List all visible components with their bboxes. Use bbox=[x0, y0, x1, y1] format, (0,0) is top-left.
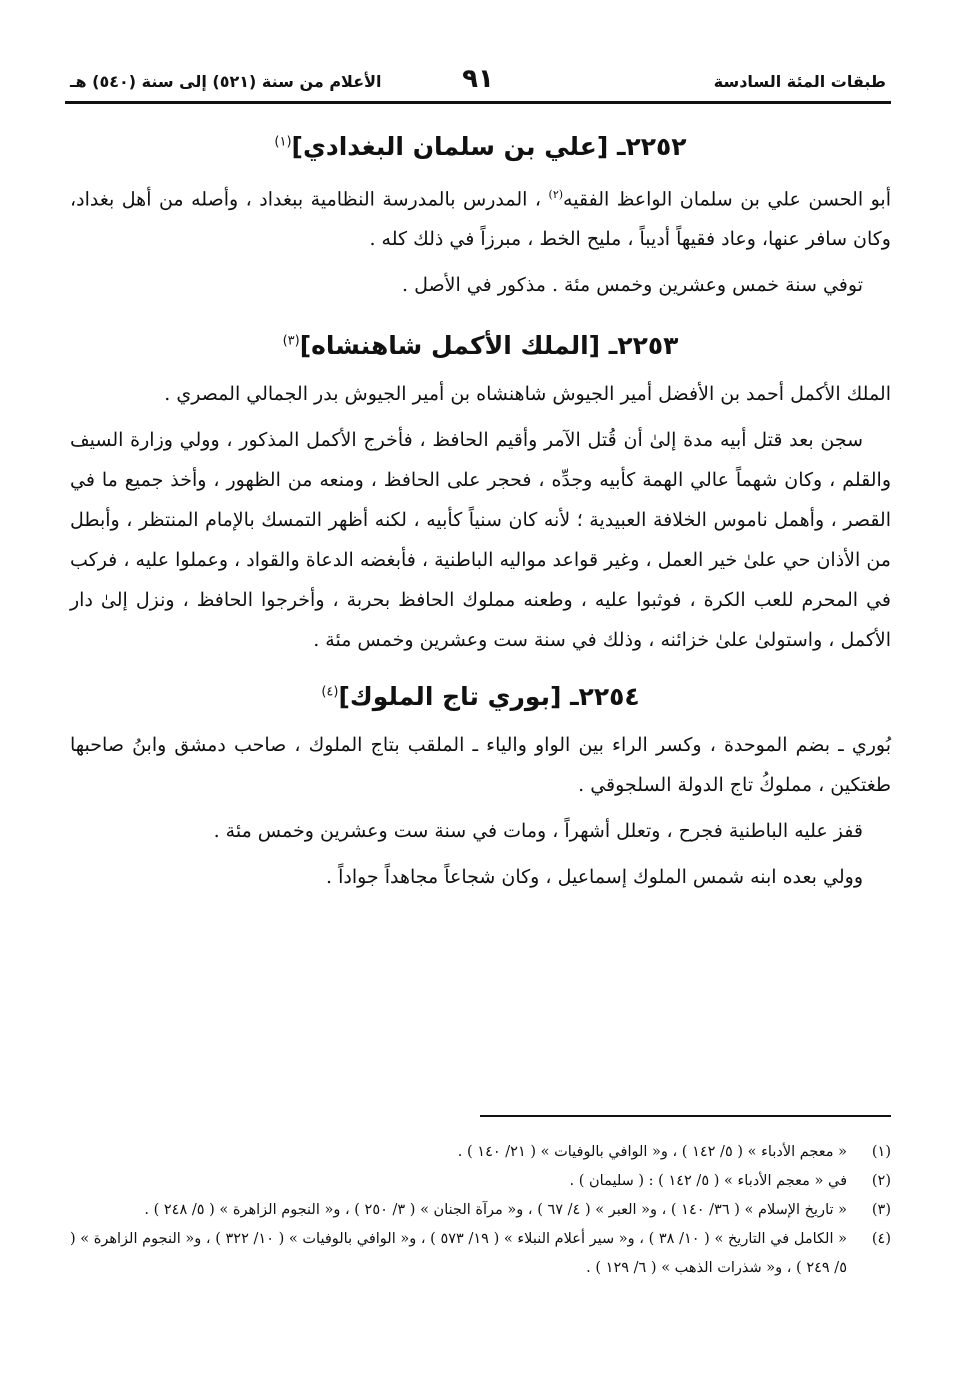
footnote-number: (٢) bbox=[871, 1173, 891, 1189]
header-range-title: الأعلام من سنة (٥٢١) إلى سنة (٥٤٠) هـ bbox=[70, 72, 382, 91]
entry-paragraph bbox=[70, 374, 891, 414]
entry-paragraph bbox=[70, 811, 891, 851]
entry-title bbox=[70, 682, 891, 711]
entry-paragraph bbox=[70, 857, 891, 897]
entry-2252 bbox=[70, 132, 891, 305]
entry-title bbox=[70, 331, 891, 360]
footnote-item bbox=[70, 1167, 891, 1196]
entry-paragraph bbox=[70, 265, 891, 305]
footnote-text: « الكامل في التاريخ » ( ١٠/ ٣٨ ) ، و« سير أعلام النبلاء » ( ١٩/ ٥٧٣ ) ، و« الوافي بالوفيات » ( ١٠/ ٣٢٢ ) ، و« النجوم الزاهرة » ( ٥/ ٢٤٩ ) ، و« شذرات الذهب » ( ٦/ ١٢٩ ) . bbox=[70, 1231, 847, 1276]
entry-title-text: ٢٢٥٣ـ [الملك الأكمل شاهنشاه] bbox=[299, 331, 679, 361]
entry-paragraph bbox=[70, 725, 891, 805]
paragraph-text: سجن بعد قتل أبيه مدة إلىٰ أن قُتل الآمر وأقيم الحافظ ، فأخرج الأكمل المذكور ، وولي وزارة السيف والقلم ، وكان شهماً عالي الهمة كأبيه وجدِّه ، فحجر على الحافظ ، ومنعه من الظهور ، وأخذ جميع ما في القصر ، وأهمل ناموس الخلافة العبيدية ؛ لأنه كان سنياً كأبيه ، لكنه أظهر التمسك بالإمام المنتظر ، وأبطل من الأذان حي علىٰ خير العمل ، وغير قواعد مواليه الباطنية ، فأبغضه الدعاة والقواد ، وعملوا عليه ، فركب في المحرم للعب الكرة ، فوثبوا عليه ، وطعنه مملوك الحافظ بحربة ، وأخرجوا الحافظ ، ونزل إلىٰ دار الأكمل ، واستولىٰ علىٰ خزائنه ، وذلك في سنة ست وعشرين وخمس مئة . bbox=[70, 429, 891, 652]
paragraph-text: ، المدرس بالمدرسة النظامية ببغداد ، وأصله من أهل بغداد، وكان سافر عنها، وعاد فقيهاً أديباً ، مليح الخط ، مبرزاً في ذلك كله . bbox=[70, 188, 891, 251]
footnote-item bbox=[70, 1225, 891, 1283]
footnote-ref: (١) bbox=[274, 134, 292, 150]
entry-paragraph bbox=[70, 175, 891, 259]
footnote-text: « تاريخ الإسلام » ( ٣٦/ ١٤٠ ) ، و« العبر » ( ٤/ ٦٧ ) ، و« مرآة الجنان » ( ٣/ ٢٥٠ ) ، و« النجوم الزاهرة » ( ٥/ ٢٤٨ ) . bbox=[144, 1202, 847, 1218]
entry-title-text: ٢٢٥٤ـ [بوري تاج الملوك] bbox=[338, 682, 640, 712]
footnote-number: (٤) bbox=[871, 1231, 891, 1247]
footnote-item bbox=[70, 1196, 891, 1225]
paragraph-text: توفي سنة خمس وعشرين وخمس مئة . مذكور في الأصل . bbox=[402, 274, 863, 297]
paragraph-text: بُوري ـ بضم الموحدة ، وكسر الراء بين الواو والياء ـ الملقب بتاج الملوك ، صاحب دمشق وابنُ صاحبها طغتكين ، مملوكُ تاج الدولة السلجوقي . bbox=[70, 734, 891, 797]
entry-title-text: ٢٢٥٢ـ [علي بن سلمان البغدادي] bbox=[291, 132, 687, 161]
footnote-item bbox=[70, 1138, 891, 1167]
paragraph-text: الملك الأكمل أحمد بن الأفضل أمير الجيوش شاهنشاه بن أمير الجيوش بدر الجمالي المصري . bbox=[164, 383, 891, 406]
header-rule bbox=[65, 101, 891, 104]
paragraph-text: قفز عليه الباطنية فجرح ، وتعلل أشهراً ، ومات في سنة ست وعشرين وخمس مئة . bbox=[213, 820, 863, 843]
footnote-ref: (٢) bbox=[548, 188, 564, 201]
footnote-number: (٣) bbox=[871, 1202, 891, 1218]
header-section-title: طبقات المئة السادسة bbox=[713, 72, 886, 91]
footnote-number: (١) bbox=[871, 1144, 891, 1160]
paragraph-text: وولي بعده ابنه شمس الملوك إسماعيل ، وكان شجاعاً مجاهداً جواداً . bbox=[326, 866, 863, 889]
footnote-text: « معجم الأدباء » ( ٥/ ١٤٢ ) ، و« الوافي بالوفيات » ( ٢١/ ١٤٠ ) . bbox=[457, 1144, 847, 1160]
paragraph-text: أبو الحسن علي بن سلمان الواعظ الفقيه bbox=[563, 188, 891, 211]
entry-2254 bbox=[70, 682, 891, 897]
page-header bbox=[60, 62, 896, 98]
footnote-rule bbox=[480, 1115, 891, 1117]
footnote-text: في « معجم الأدباء » ( ٥/ ١٤٢ ) : ( سليمان ) . bbox=[569, 1173, 847, 1189]
page-number: ٩١ bbox=[462, 64, 494, 94]
footnote-ref: (٣) bbox=[282, 334, 300, 349]
entry-paragraph bbox=[70, 420, 891, 660]
footnotes bbox=[70, 1138, 891, 1283]
entry-2253 bbox=[70, 331, 891, 660]
page-body bbox=[70, 120, 891, 903]
entry-title bbox=[70, 132, 891, 161]
footnote-ref: (٤) bbox=[321, 685, 339, 700]
